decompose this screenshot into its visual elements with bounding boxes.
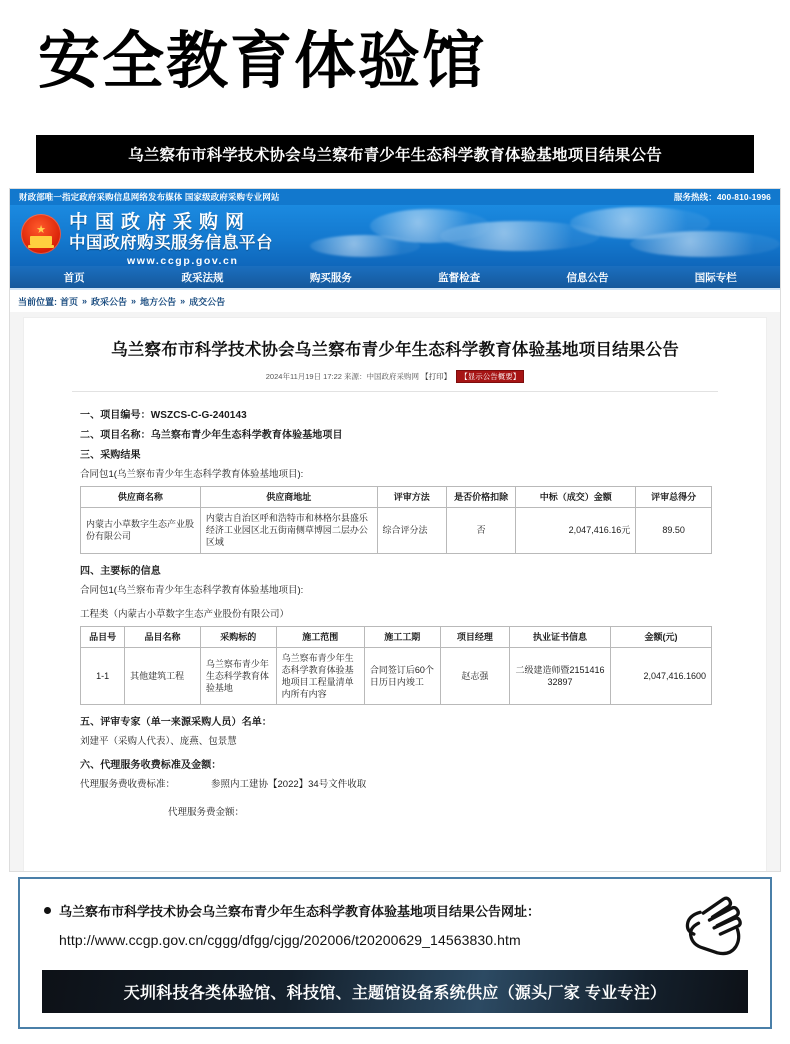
breadcrumb-item-home[interactable]: 首页: [60, 296, 79, 307]
procurement-result-table: [80, 486, 712, 554]
hero-title: 安全教育体验馆: [38, 27, 487, 96]
cell-certificate-info: 二级建造师暨215141632897: [510, 647, 611, 705]
summary-badge[interactable]: 【显示公告概要】: [456, 370, 524, 383]
breadcrumb-separator: »: [82, 296, 88, 306]
ribbon-hotline: 服务热线：400-810-1996: [673, 192, 771, 202]
promo-banner: [42, 970, 748, 1013]
cell-purchase-target: 乌兰察布青少年生态科学教育体验基地: [200, 647, 276, 705]
bullet-icon: [44, 907, 51, 914]
cell-total-score: 89.50: [636, 508, 712, 553]
wordmark-line2: 中国政府购买服务信息平台: [69, 234, 273, 253]
national-emblem-icon: [21, 214, 61, 254]
cell-award-amount: 2,047,416.16元: [516, 508, 636, 553]
col-amount-yuan: 金额(元): [611, 626, 712, 647]
ribbon-tagline: 财政部唯一指定政府采购信息网络发布媒体 国家级政府采购专业网站: [19, 192, 280, 202]
section-1-label: 一、项目编号：: [80, 410, 151, 421]
table-header-row: [81, 626, 712, 647]
cell-construction-scope: 乌兰察布青少年生态科学教育体验基地项目工程量清单内所有内容: [276, 647, 364, 705]
section-5-experts: 刘建平（采购人代表）、庞燕、包景慧: [80, 736, 237, 748]
announcement-document: [24, 318, 766, 871]
fee-standard-value: 参照内工建协【2022】34号文件收取: [211, 779, 367, 791]
announcement-body: [46, 392, 744, 818]
nav-item-international[interactable]: 国际专栏: [694, 271, 737, 284]
col-total-score: 评审总得分: [636, 487, 712, 508]
col-review-method: 评审方法: [377, 487, 446, 508]
nav-item-regulations[interactable]: 政采法规: [181, 271, 224, 284]
cell-price-deduction: 否: [446, 508, 515, 553]
main-target-table: [80, 626, 712, 706]
url-label-row: [44, 901, 764, 920]
col-supplier-address: 供应商地址: [200, 487, 377, 508]
section-5-heading: 五、评审专家（单一来源采购人员）名单：: [80, 717, 272, 729]
breadcrumb-separator: »: [131, 296, 137, 306]
table-row: [81, 508, 712, 553]
site-wordmark: [69, 212, 273, 266]
cell-supplier-name: 内蒙古小草数字生态产业股份有限公司: [81, 508, 201, 553]
cell-project-manager: 赵志强: [440, 647, 509, 705]
section-6-standard: [80, 776, 712, 790]
section-6-amount-label: 代理服务费金额：: [168, 807, 245, 819]
nav-item-announcements[interactable]: 信息公告: [566, 271, 609, 284]
section-1: [80, 406, 712, 421]
cell-construction-duration: 合同签订后60个日历日内竣工: [364, 647, 440, 705]
col-certificate-info: 执业证书信息: [510, 626, 611, 647]
footer-card: [18, 877, 772, 1029]
announcement-url[interactable]: http://www.ccgp.gov.cn/cggg/dfgg/cjgg/202006/t20200629_14563830.htm: [59, 932, 521, 948]
site-banner: [10, 205, 780, 266]
table-row: [81, 647, 712, 705]
col-project-manager: 项目经理: [440, 626, 509, 647]
col-award-amount: 中标（成交）金额: [516, 487, 636, 508]
nav-item-home[interactable]: 首页: [63, 271, 85, 284]
col-item-no: 品目号: [81, 626, 125, 647]
promo-text: 天圳科技各类体验馆、科技馆、主题馆设备系统供应（源头厂家 专业专注）: [123, 985, 667, 1002]
col-price-deduction: 是否价格扣除: [446, 487, 515, 508]
gate-shape: [30, 236, 52, 245]
site-top-ribbon: [10, 189, 780, 205]
section-4-category: 工程类（内蒙古小草数字生态产业股份有限公司）: [80, 608, 290, 620]
announcement-title: 乌兰察布市科学技术协会乌兰察布青少年生态科学教育体验基地项目结果公告: [111, 341, 679, 359]
wordmark-url: www.ccgp.gov.cn: [127, 254, 239, 266]
site-nav[interactable]: [10, 266, 780, 290]
url-block: [26, 885, 764, 948]
breadcrumb-item-gov-announcements[interactable]: 政采公告: [91, 296, 128, 307]
cell-item-no: 1-1: [81, 647, 125, 705]
fee-standard-label: 代理服务费收费标准：: [80, 779, 176, 791]
pointing-hand-icon: [672, 889, 750, 959]
meta-source: 来源：中国政府采购网: [344, 372, 420, 381]
meta-date: 2024年11月19日 17:22: [265, 372, 342, 381]
nav-item-purchase-service[interactable]: 购买服务: [309, 271, 352, 284]
hero-subtitle-bar: [36, 135, 754, 173]
breadcrumb-label: 当前位置:: [18, 296, 57, 307]
section-4-package: 合同包1(乌兰察布青少年生态科学教育体验基地项目):: [80, 584, 304, 596]
table-header-row: [81, 487, 712, 508]
col-item-name: 品目名称: [125, 626, 201, 647]
breadcrumb-separator: »: [180, 296, 186, 306]
breadcrumb: [10, 290, 780, 312]
col-construction-scope: 施工范围: [276, 626, 364, 647]
section-2: [80, 426, 712, 441]
nav-item-supervision[interactable]: 监督检查: [438, 271, 481, 284]
section-1-value: WSZCS-C-G-240143: [150, 410, 247, 421]
col-supplier-name: 供应商名称: [81, 487, 201, 508]
breadcrumb-item-result-announcements[interactable]: 成交公告: [189, 296, 226, 307]
section-3-package: 合同包1(乌兰察布青少年生态科学教育体验基地项目):: [80, 469, 304, 480]
document-background: [10, 312, 780, 871]
star-icon: ★: [36, 224, 46, 236]
cell-review-method: 综合评分法: [377, 508, 446, 553]
cell-amount-yuan: 2,047,416.1600: [611, 647, 712, 705]
section-6-heading: 六、代理服务收费标准及金额：: [80, 760, 222, 772]
col-purchase-target: 采购标的: [200, 626, 276, 647]
section-4-heading: 四、主要标的信息: [80, 565, 161, 577]
announcement-meta: [46, 371, 744, 382]
cell-item-name: 其他建筑工程: [125, 647, 201, 705]
hero-subtitle: 乌兰察布市科学技术协会乌兰察布青少年生态科学教育体验基地项目结果公告: [128, 147, 662, 164]
print-link[interactable]: 【打印】: [421, 372, 452, 381]
wordmark-line1: 中国政府采购网: [69, 212, 252, 233]
section-2-label: 二、项目名称：: [80, 430, 151, 441]
section-2-value: 乌兰察布青少年生态科学教育体验基地项目: [150, 430, 343, 441]
section-3-heading: 三、采购结果: [80, 450, 141, 461]
col-construction-duration: 施工工期: [364, 626, 440, 647]
url-label: 乌兰察布市科学技术协会乌兰察布青少年生态科学教育体验基地项目结果公告网址：: [59, 904, 541, 919]
cell-supplier-address: 内蒙古自治区呼和浩特市和林格尔县盛乐经济工业园区北五街南侧草博园二层办公区域: [200, 508, 377, 553]
breadcrumb-item-local-announcements[interactable]: 地方公告: [140, 296, 177, 307]
website-screenshot-panel: [9, 188, 781, 872]
